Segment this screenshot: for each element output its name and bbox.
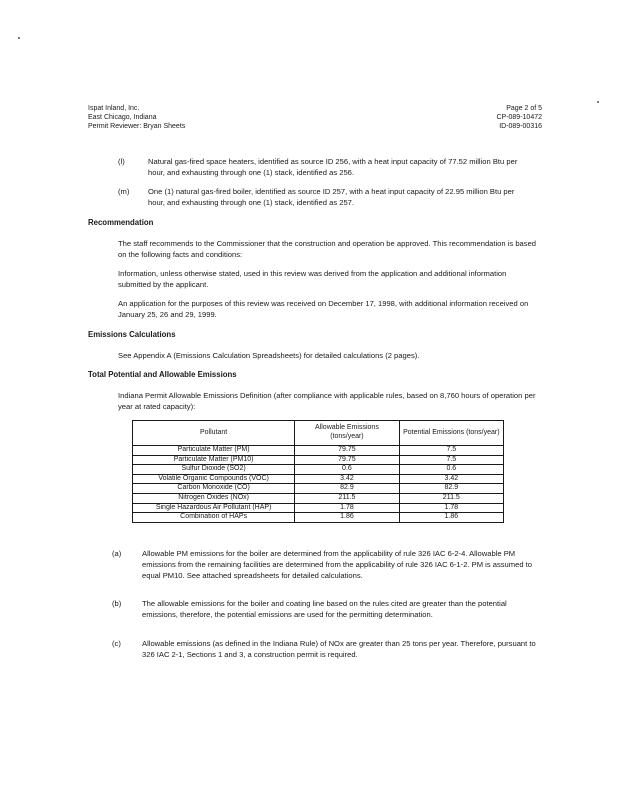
- column-header-pollutant: Pollutant: [133, 421, 295, 446]
- note-text: The allowable emissions for the boiler and coating line based on the rules cited are greater than the potential emissions, therefore, the potential emissions are used for the permitting determination.: [142, 599, 507, 619]
- table-row: [133, 465, 504, 475]
- column-header-allowable: Allowable Emissions (tons/year): [295, 421, 399, 446]
- potential-cell: 82.9: [399, 484, 503, 494]
- emissions-calculations-heading: Emissions Calculations: [88, 330, 176, 339]
- note-text: Allowable PM emissions for the boiler are determined from the applicability of rule 326 IAC 6-2-4. Allowable PM emissions from the remaining facilities are determined from the applicability of rule 326 IAC 6-1-2. PM is assumed to equal PM10. See attached spreadsheets for detailed calculations.: [142, 549, 532, 580]
- note-label: (c): [112, 639, 121, 648]
- application-paragraph: An application for the purposes of this review was received on December 17, 1998, with additional information received on January 25, 26 and 29, 1999.: [118, 299, 529, 319]
- header-left: [88, 104, 185, 131]
- allowable-cell: 79.75: [295, 446, 399, 456]
- item-label: (l): [118, 157, 125, 166]
- allowable-cell: 0.6: [295, 465, 399, 475]
- header-right: [496, 104, 542, 131]
- table-row: [133, 474, 504, 484]
- column-header-potential: Potential Emissions (tons/year): [399, 421, 503, 446]
- pollutant-cell: Volatile Organic Compounds (VOC): [133, 474, 295, 484]
- note-label: (b): [112, 599, 122, 608]
- header-page-number: Page 2 of 5: [506, 105, 542, 112]
- table-row: [133, 446, 504, 456]
- table-row: [133, 513, 504, 523]
- emissions-calculations-text: See Appendix A (Emissions Calculation Spreadsheets) for detailed calculations (2 pages).: [118, 351, 420, 360]
- pollutant-cell: Nitrogen Oxides (NOx): [133, 493, 295, 503]
- allowable-cell: 79.75: [295, 455, 399, 465]
- total-potential-heading: Total Potential and Allowable Emissions: [88, 370, 237, 379]
- header-location: East Chicago, Indiana: [88, 114, 157, 121]
- table-row: [133, 503, 504, 513]
- allowable-cell: 82.9: [295, 484, 399, 494]
- potential-cell: 3.42: [399, 474, 503, 484]
- potential-cell: 1.86: [399, 513, 503, 523]
- recommendation-paragraph: The staff recommends to the Commissioner that the construction and operation be approved. This recommendation is based on the following facts and conditions:: [118, 239, 537, 259]
- allowable-cell: 1.78: [295, 503, 399, 513]
- potential-cell: 211.5: [399, 493, 503, 503]
- note-label: (a): [112, 549, 122, 558]
- pollutant-cell: Particulate Matter (PM10): [133, 455, 295, 465]
- pollutant-cell: Combination of HAPs: [133, 513, 295, 523]
- header-reviewer: Permit Reviewer: Bryan Sheets: [88, 123, 186, 130]
- table-header-row: [133, 421, 504, 446]
- information-paragraph: Information, unless otherwise stated, used in this review was derived from the application and additional information submitted by the applicant.: [118, 269, 507, 289]
- emissions-table: [132, 420, 504, 523]
- scan-speck: [597, 101, 599, 103]
- allowable-cell: 1.86: [295, 513, 399, 523]
- note-text: Allowable emissions (as defined in the Indiana Rule) of NOx are greater than 25 tons per year. Therefore, pursuant to 326 IAC 2-1, Sections 1 and 3, a construction permit is required.: [142, 639, 536, 659]
- item-text: One (1) natural gas-fired boiler, identified as source ID 257, with a heat input capacity of 22.95 million Btu per hour, and exhausting through one (1) stack, identified as 257.: [148, 187, 515, 207]
- scan-speck: [18, 37, 20, 39]
- pollutant-cell: Carbon Monoxide (CO): [133, 484, 295, 494]
- recommendation-heading: Recommendation: [88, 218, 154, 227]
- pollutant-cell: Single Hazardous Air Pollutant (HAP): [133, 503, 295, 513]
- table-row: [133, 484, 504, 494]
- pollutant-cell: Particulate Matter (PM): [133, 446, 295, 456]
- header-permit-number: CP-089-10472: [496, 114, 542, 121]
- allowable-definition-text: Indiana Permit Allowable Emissions Definition (after compliance with applicable rules, based on 8,760 hours of operation per year at rated capacity):: [118, 391, 536, 411]
- table-row: [133, 493, 504, 503]
- header-company: Ispat Inland, Inc.: [88, 105, 140, 112]
- pollutant-cell: Sulfur Dioxide (SO2): [133, 465, 295, 475]
- table-row: [133, 455, 504, 465]
- allowable-cell: 211.5: [295, 493, 399, 503]
- potential-cell: 0.6: [399, 465, 503, 475]
- header-id-number: ID-089-00316: [499, 123, 542, 130]
- item-text: Natural gas-fired space heaters, identified as source ID 256, with a heat input capacity of 77.52 million Btu per hour, and exhausting through one (1) stack, identified as 256.: [148, 157, 518, 177]
- potential-cell: 7.5: [399, 446, 503, 456]
- potential-cell: 1.78: [399, 503, 503, 513]
- potential-cell: 7.5: [399, 455, 503, 465]
- allowable-cell: 3.42: [295, 474, 399, 484]
- item-label: (m): [118, 187, 130, 196]
